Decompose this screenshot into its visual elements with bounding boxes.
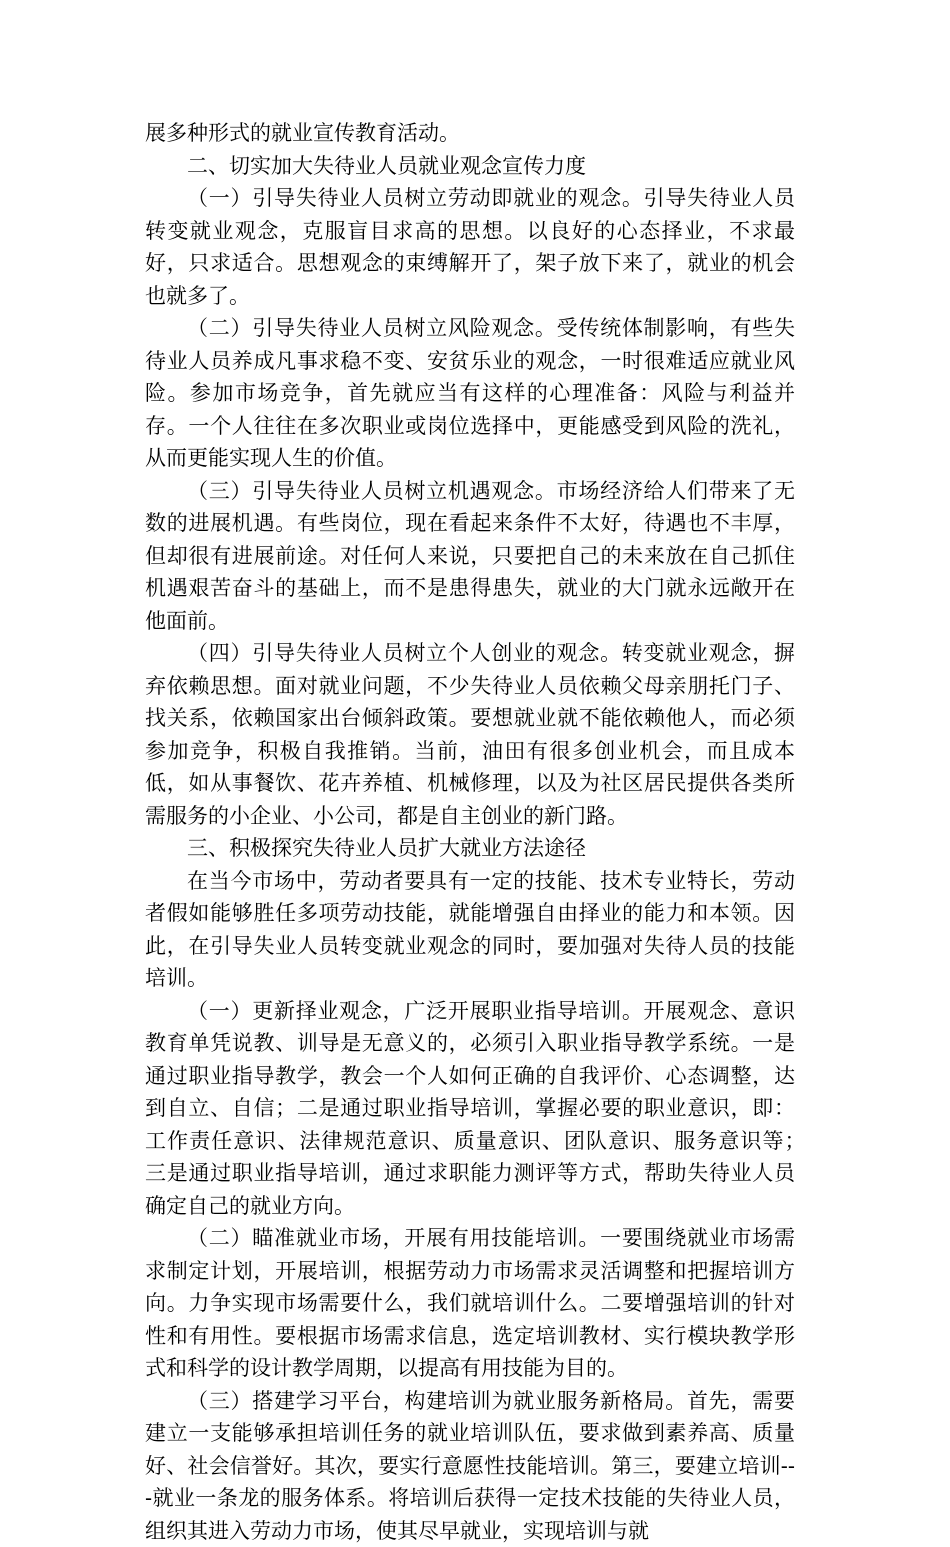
paragraph: （二）引导失待业人员树立风险观念。受传统体制影响，有些失待业人员养成凡事求稳不变、安贫乐业的观念，一时很难适应就业风险。参加市场竞争，首先就应当有这样的心理准备：风险与利益并存。一个人往往在多次职业或岗位选择中，更能感受到风险的洗礼，从而更能实现人生的价值。	[145, 312, 795, 475]
paragraph: （二）瞄准就业市场，开展有用技能培训。一要围绕就业市场需求制定计划，开展培训，根据劳动力市场需求灵活调整和把握培训方向。力争实现市场需要什么，我们就培训什么。二要增强培训的针对性和有用性。要根据市场需求信息，选定培训教材、实行模块教学形式和科学的设计教学周期，以提高有用技能为目的。	[145, 1222, 795, 1385]
paragraph: （三）引导失待业人员树立机遇观念。市场经济给人们带来了无数的进展机遇。有些岗位，现在看起来条件不太好，待遇也不丰厚，但却很有进展前途。对任何人来说，只要把自己的未来放在自己抓住机遇艰苦奋斗的基础上，而不是患得患失，就业的大门就永远敞开在他面前。	[145, 475, 795, 638]
paragraph: 在当今市场中，劳动者要具有一定的技能、技术专业特长，劳动者假如能够胜任多项劳动技能，就能增强自由择业的能力和本领。因此，在引导失业人员转变就业观念的同时，要加强对失待人员的技能培训。	[145, 865, 795, 995]
paragraph: （三）搭建学习平台，构建培训为就业服务新格局。首先，需要建立一支能够承担培训任务的就业培训队伍，要求做到素养高、质量好、社会信誉好。其次，要实行意愿性技能培训。第三，要建立培训---就业一条龙的服务体系。将培训后获得一定技术技能的失待业人员，组织其进入劳动力市场，使其尽早就业，实现培训与就	[145, 1385, 795, 1547]
section-heading: 三、积极探究失待业人员扩大就业方法途径	[145, 832, 795, 865]
document-body	[145, 117, 795, 1547]
paragraph: 展多种形式的就业宣传教育活动。	[145, 117, 795, 150]
paragraph: （一）引导失待业人员树立劳动即就业的观念。引导失待业人员转变就业观念，克服盲目求高的思想。以良好的心态择业，不求最好，只求适合。思想观念的束缚解开了，架子放下来了，就业的机会也就多了。	[145, 182, 795, 312]
section-heading: 二、切实加大失待业人员就业观念宣传力度	[145, 150, 795, 183]
paragraph: （四）引导失待业人员树立个人创业的观念。转变就业观念，摒弃依赖思想。面对就业问题，不少失待业人员依赖父母亲朋托门子、找关系，依赖国家出台倾斜政策。要想就业就不能依赖他人，而必须参加竞争，积极自我推销。当前，油田有很多创业机会，而且成本低，如从事餐饮、花卉养植、机械修理，以及为社区居民提供各类所需服务的小企业、小公司，都是自主创业的新门路。	[145, 637, 795, 832]
paragraph: （一）更新择业观念，广泛开展职业指导培训。开展观念、意识教育单凭说教、训导是无意义的，必须引入职业指导教学系统。一是通过职业指导教学，教会一个人如何正确的自我评价、心态调整，达到自立、自信；二是通过职业指导培训，掌握必要的职业意识，即：工作责任意识、法律规范意识、质量意识、团队意识、服务意识等； 三是通过职业指导培训，通过求职能力测评等方式，帮助失待业人员确定自己的就业方向。	[145, 995, 795, 1223]
